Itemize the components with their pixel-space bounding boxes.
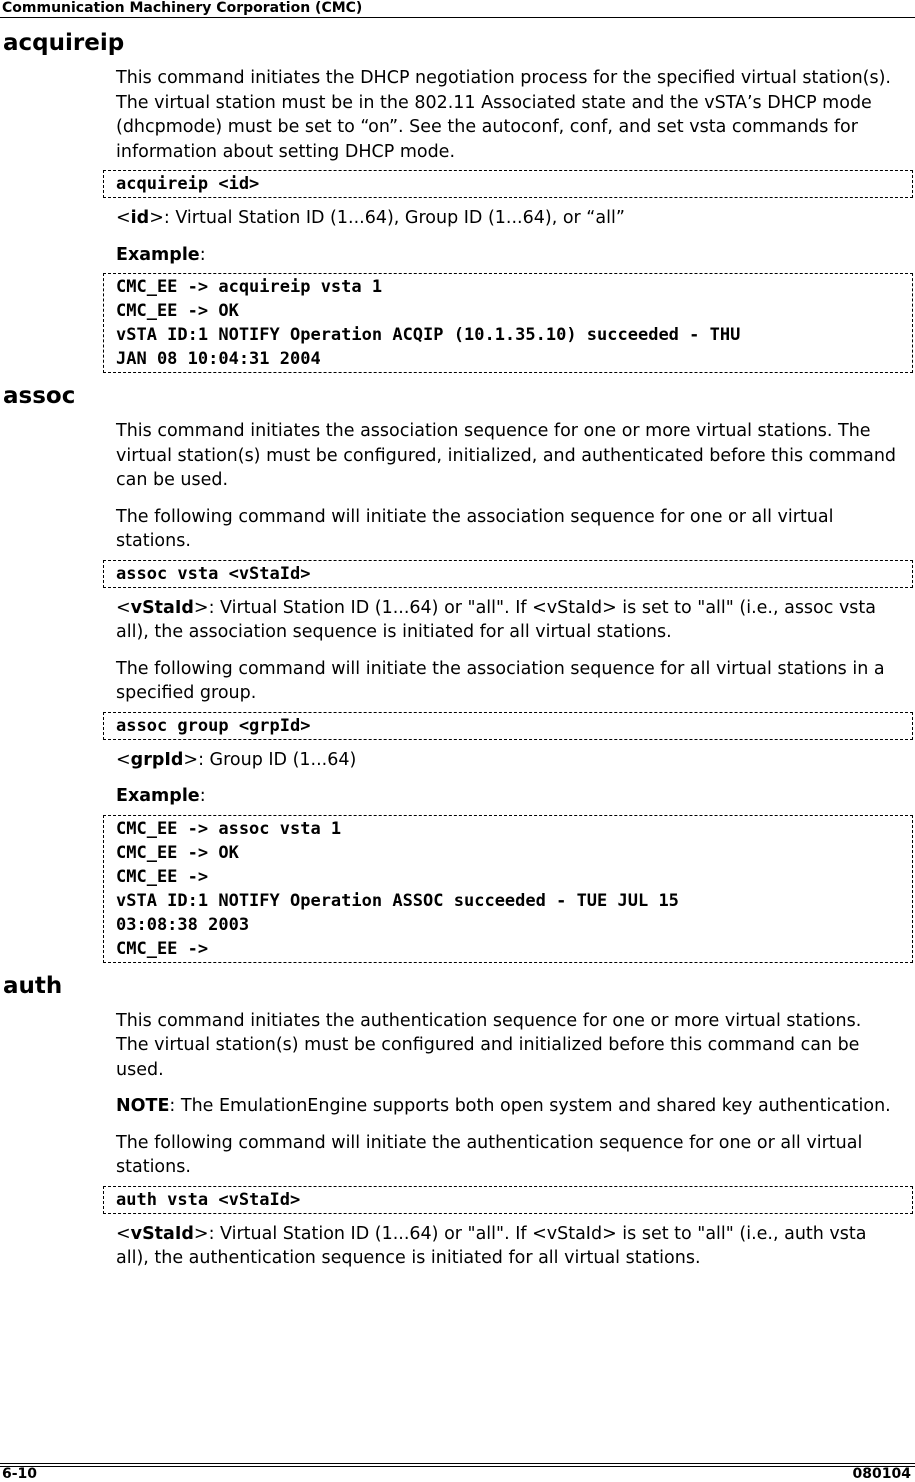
document-number: 080104 bbox=[852, 1466, 911, 1482]
section-auth bbox=[0, 971, 915, 1271]
assoc-group-param: <grpId>: Group ID (1...64) bbox=[116, 749, 357, 770]
footer-rule bbox=[0, 1463, 915, 1467]
note-label: NOTE bbox=[116, 1096, 170, 1116]
param-name: id bbox=[130, 208, 150, 228]
acquireip-param: <id>: Virtual Station ID (1...64), Group ID (1...64), or “all” bbox=[116, 208, 625, 228]
acquireip-syntax-box: acquireip <id> bbox=[103, 170, 913, 198]
assoc-vsta-intro: The following command will initiate the association sequence for one or all virtual stations. bbox=[116, 506, 834, 551]
assoc-group-syntax-box: assoc group <grpId> bbox=[103, 712, 913, 740]
section-title-auth: auth bbox=[3, 972, 63, 999]
assoc-example-label: Example: bbox=[116, 786, 206, 806]
note-text: : The EmulationEngine supports both open system and shared key authentication. bbox=[169, 1096, 891, 1116]
param-description: : Virtual Station ID (1...64) or "all". If <vStaId> is set to "all" (i.e., auth vsta all), the authentication sequence is initiated for all virtual stations. bbox=[116, 1223, 867, 1268]
auth-vsta-syntax-box: auth vsta <vStaId> bbox=[103, 1186, 913, 1214]
document-body bbox=[0, 28, 915, 1277]
section-title-assoc: assoc bbox=[3, 383, 76, 409]
param-name: grpId bbox=[130, 749, 184, 770]
assoc-example-box: CMC_EE -> assoc vsta 1 CMC_EE -> OK CMC_EE -> vSTA ID:1 NOTIFY Operation ASSOC succeeded - TUE JUL 15 03:08:38 2003 CMC_EE -> bbox=[103, 815, 913, 963]
param-name: vStaId bbox=[130, 597, 194, 618]
assoc-vsta-param: <vStaId>: Virtual Station ID (1...64) or "all". If <vStaId> is set to "all" (i.e., assoc vsta all), the association sequence is initiated for all virtual stations. bbox=[116, 597, 877, 642]
section-assoc bbox=[0, 381, 915, 963]
auth-vsta-param: <vStaId>: Virtual Station ID (1...64) or "all". If <vStaId> is set to "all" (i.e., auth vsta all), the authentication sequence is initiated for all virtual stations. bbox=[116, 1223, 867, 1268]
auth-note bbox=[116, 1094, 899, 1119]
param-description: : Virtual Station ID (1...64) or "all". If <vStaId> is set to "all" (i.e., assoc vsta all), the association sequence is initiated for all virtual stations. bbox=[116, 597, 877, 642]
auth-description: This command initiates the authentication sequence for one or more virtual stations. The virtual station(s) must be configured and initialized before this command can be used. bbox=[116, 1010, 862, 1080]
assoc-vsta-syntax-box: assoc vsta <vStaId> bbox=[103, 560, 913, 588]
section-acquireip bbox=[0, 28, 915, 373]
auth-vsta-intro: The following command will initiate the authentication sequence for one or all virtual stations. bbox=[116, 1132, 863, 1177]
running-footer bbox=[0, 1468, 915, 1480]
assoc-group-intro: The following command will initiate the association sequence for all virtual stations in a specified group. bbox=[116, 658, 885, 703]
section-title-acquireip: acquireip bbox=[3, 30, 125, 56]
assoc-description: This command initiates the association sequence for one or more virtual stations. The virtual station(s) must be configured, initialized, and authenticated before this command can be used. bbox=[116, 421, 897, 490]
acquireip-description: This command initiates the DHCP negotiation process for the specified virtual station(s). The virtual station must be in the 802.11 Associated state and the vSTA’s DHCP mode (dhcpmode) must be set to “on”. See the autoconf, conf, and set vsta commands for information about setting DHCP mode. bbox=[116, 68, 891, 162]
acquireip-example-label: Example: bbox=[116, 244, 206, 265]
param-name: vStaId bbox=[130, 1223, 194, 1244]
acquireip-example-box: CMC_EE -> acquireip vsta 1 CMC_EE -> OK vSTA ID:1 NOTIFY Operation ACQIP (10.1.35.10) succeeded - THU JAN 08 10:04:31 2004 bbox=[103, 273, 913, 373]
param-description: : Virtual Station ID (1...64), Group ID (1...64), or “all” bbox=[163, 208, 625, 228]
param-description: : Group ID (1...64) bbox=[198, 749, 357, 770]
page-number: 6-10 bbox=[2, 1466, 38, 1482]
running-header: Communication Machinery Corporation (CMC) bbox=[0, 0, 915, 18]
